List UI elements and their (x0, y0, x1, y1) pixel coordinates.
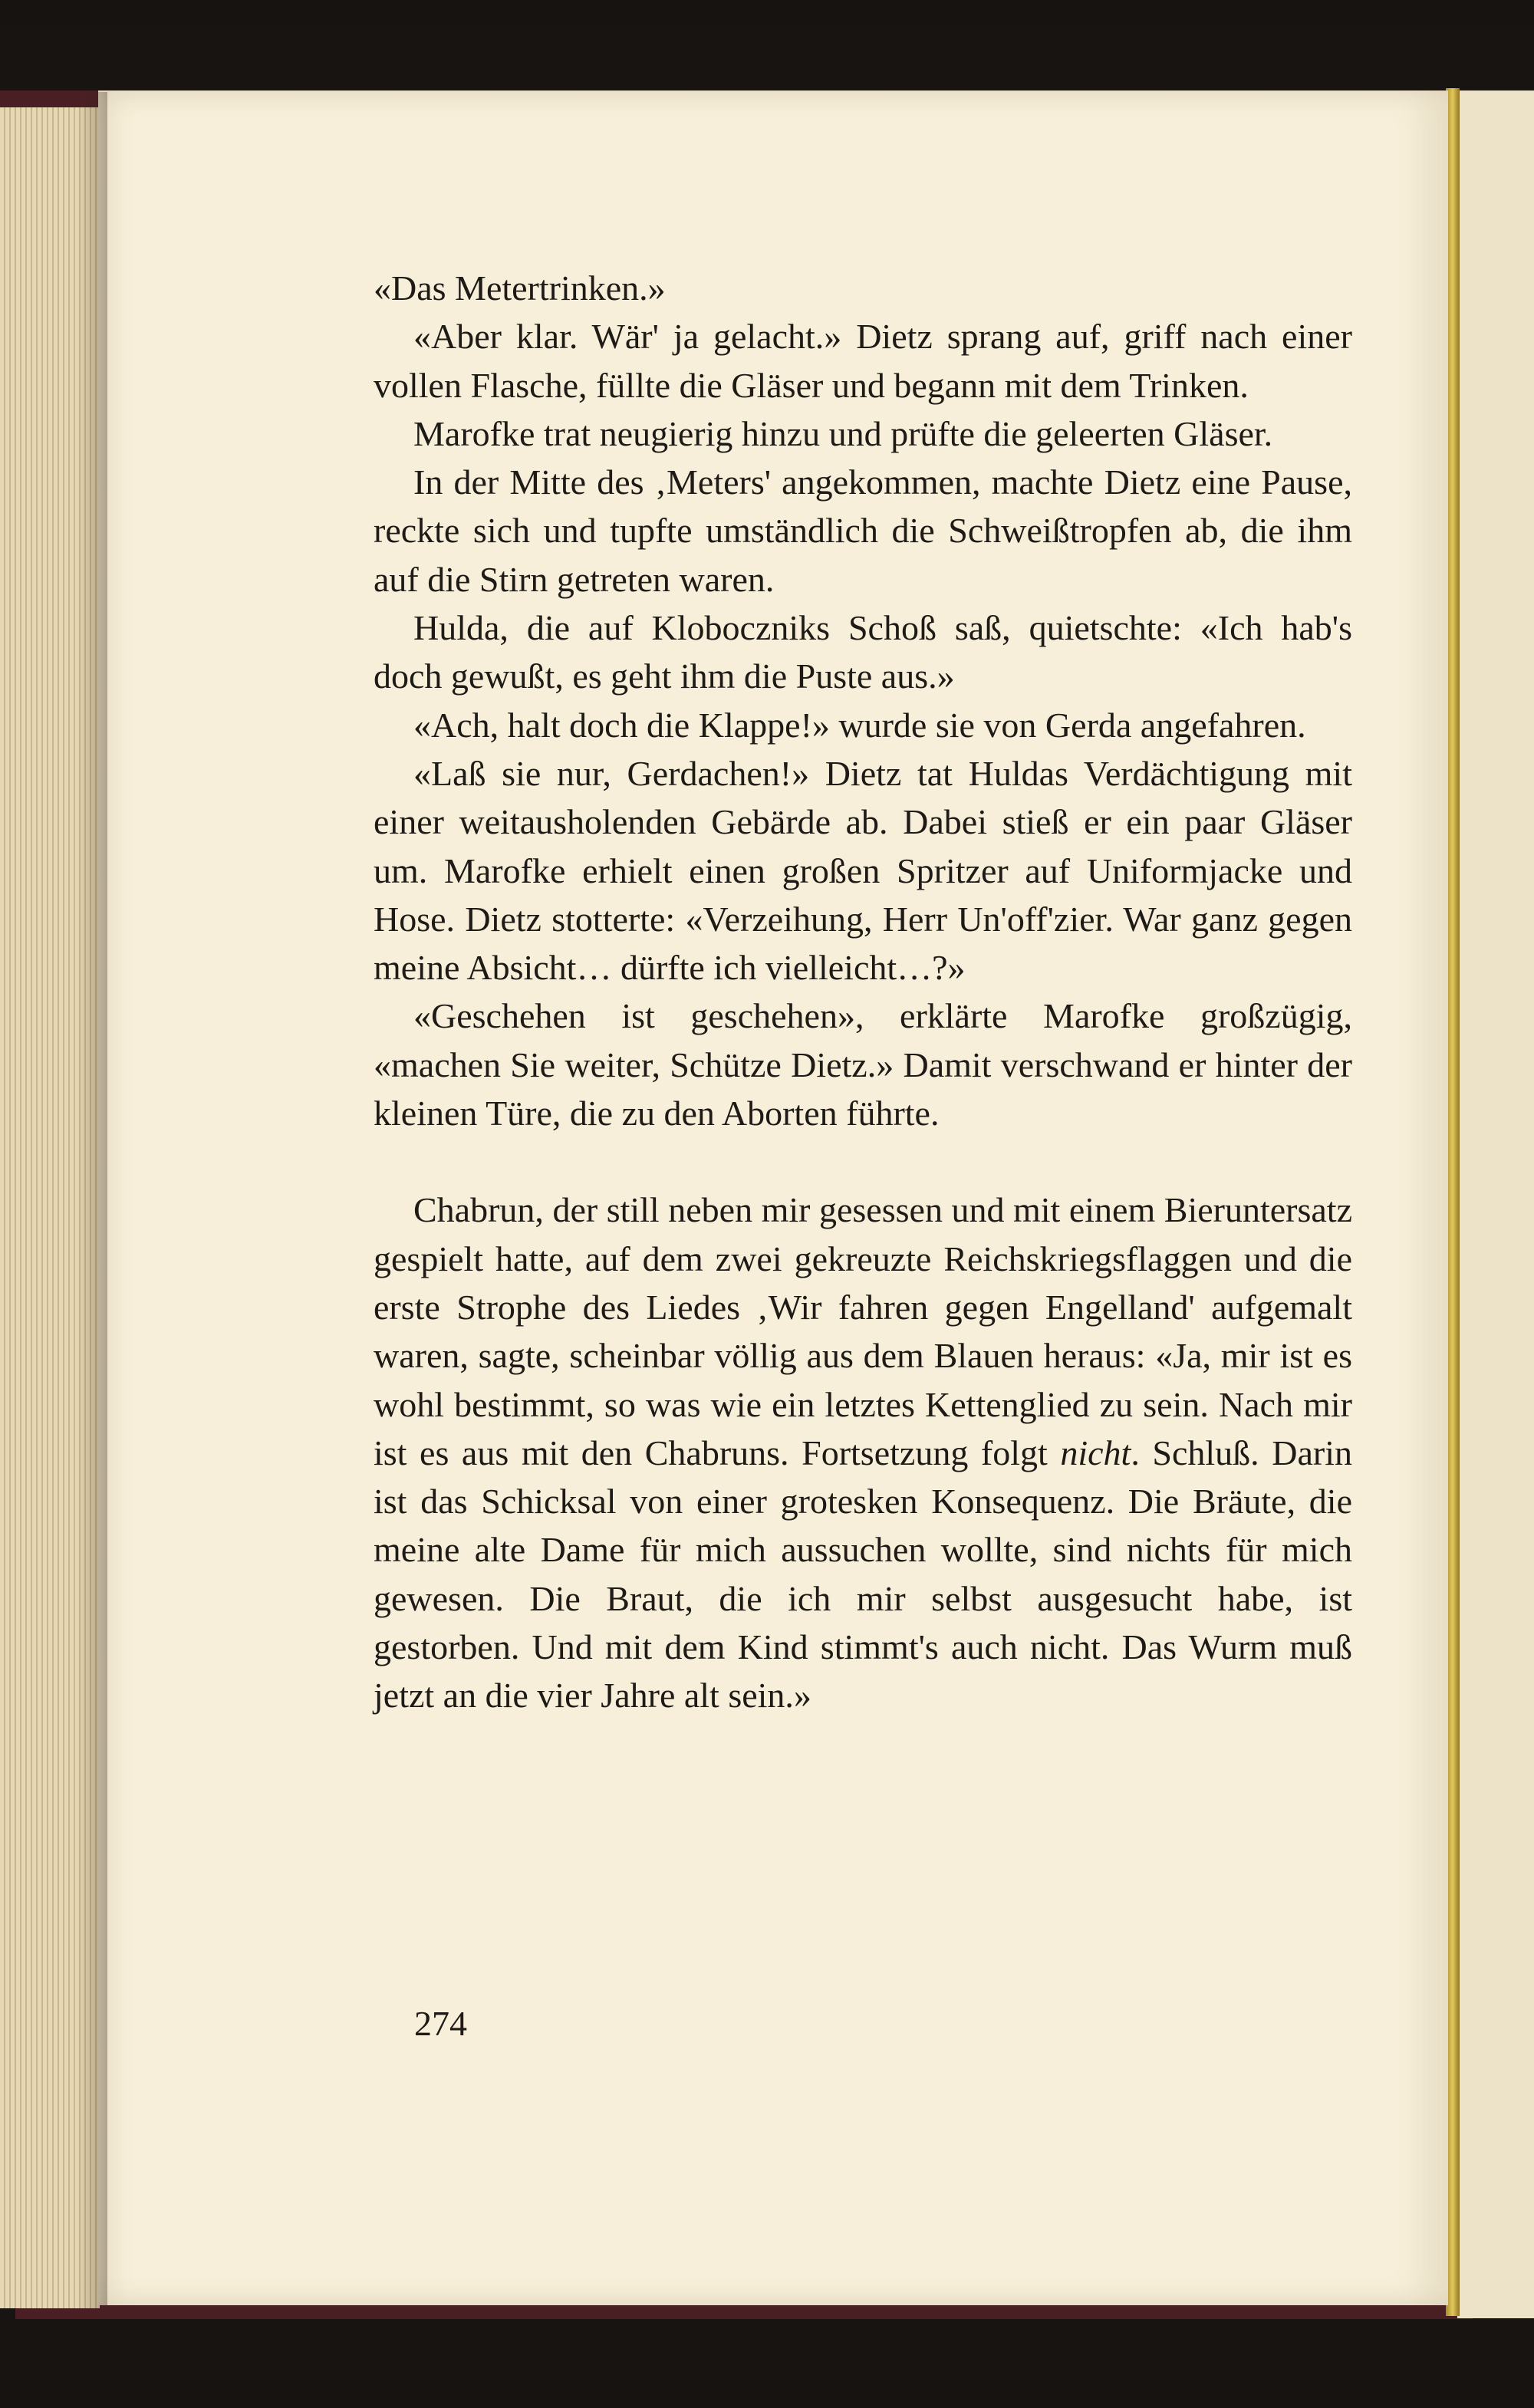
paragraph: «Geschehen ist geschehen», erklärte Marofke großzügig, «machen Sie weiter, Schütze Dietz.» Damit verschwand er hinter der kleinen Türe, die zu den Aborten führte. (374, 996, 1352, 1133)
paragraph: «Laß sie nur, Gerdachen!» Dietz tat Huldas Verdächtigung mit einer weitausholenden Gebärde ab. Dabei stieß er ein paar Gläser um. Marofke erhielt einen großen Spritzer auf Uniformjacke und Hose. Dietz stotterte: «Verzeihung, Herr Un'off'zier. War ganz gegen meine Absicht… dürfte ich vielleicht…?» (374, 753, 1352, 988)
paragraph-text: Chabrun, der still neben mir gesessen und mit einem Bieruntersatz gespielt hatte, auf dem zwei gekreuzte Reichskriegsflaggen und die erste Strophe des Liedes ‚Wir fahren gegen Engelland' aufgemalt waren, sagte, scheinbar völlig aus dem Blauen heraus: «Ja, mir ist es wohl bestimmt, so was wie ein letztes Kettenglied zu sein. Nach mir ist es aus mit den Chabruns. Fortsetzung folgt (374, 1190, 1352, 1472)
emphasis-text: nicht (1060, 1433, 1131, 1472)
paragraph-chabrun (374, 1186, 1352, 1719)
paragraph: Marofke trat neugierig hinzu und prüfte die geleerten Gläser. (413, 413, 1273, 453)
paragraph: «Das Metertrinken.» (374, 268, 666, 308)
paragraph: Hulda, die auf Kloboczniks Schoß saß, quietschte: «Ich hab's doch gewußt, es geht ihm die Puste aus.» (374, 608, 1352, 696)
paragraph: «Aber klar. Wär' ja gelacht.» Dietz sprang auf, griff nach einer vollen Flasche, füllte die Gläser und begann mit dem Trinken. (374, 317, 1352, 405)
paragraph: «Ach, halt doch die Klappe!» wurde sie von Gerda angefahren. (413, 705, 1306, 745)
gutter-shadow (77, 92, 107, 2308)
paragraph: In der Mitte des ‚Meters' angekommen, machte Dietz eine Pause, reckte sich und tupfte umständlich die Schweißtropfen ab, die ihm auf die Stirn getreten waren. (374, 462, 1352, 599)
body-text (374, 264, 1352, 1720)
paragraph-text: . Schluß. Darin ist das Schicksal von einer grotesken Konsequenz. Die Bräute, die meine alte Dame für mich aussuchen wollte, sind nichts für mich gewesen. Die Braut, die ich mir selbst ausgesucht habe, ist gestorben. Und mit dem Kind stimmt's auch nicht. Das Wurm muß jetzt an die vier Jahre alt sein.» (374, 1433, 1352, 1716)
next-page-edge (1457, 90, 1534, 2318)
page-number: 274 (414, 2004, 467, 2043)
